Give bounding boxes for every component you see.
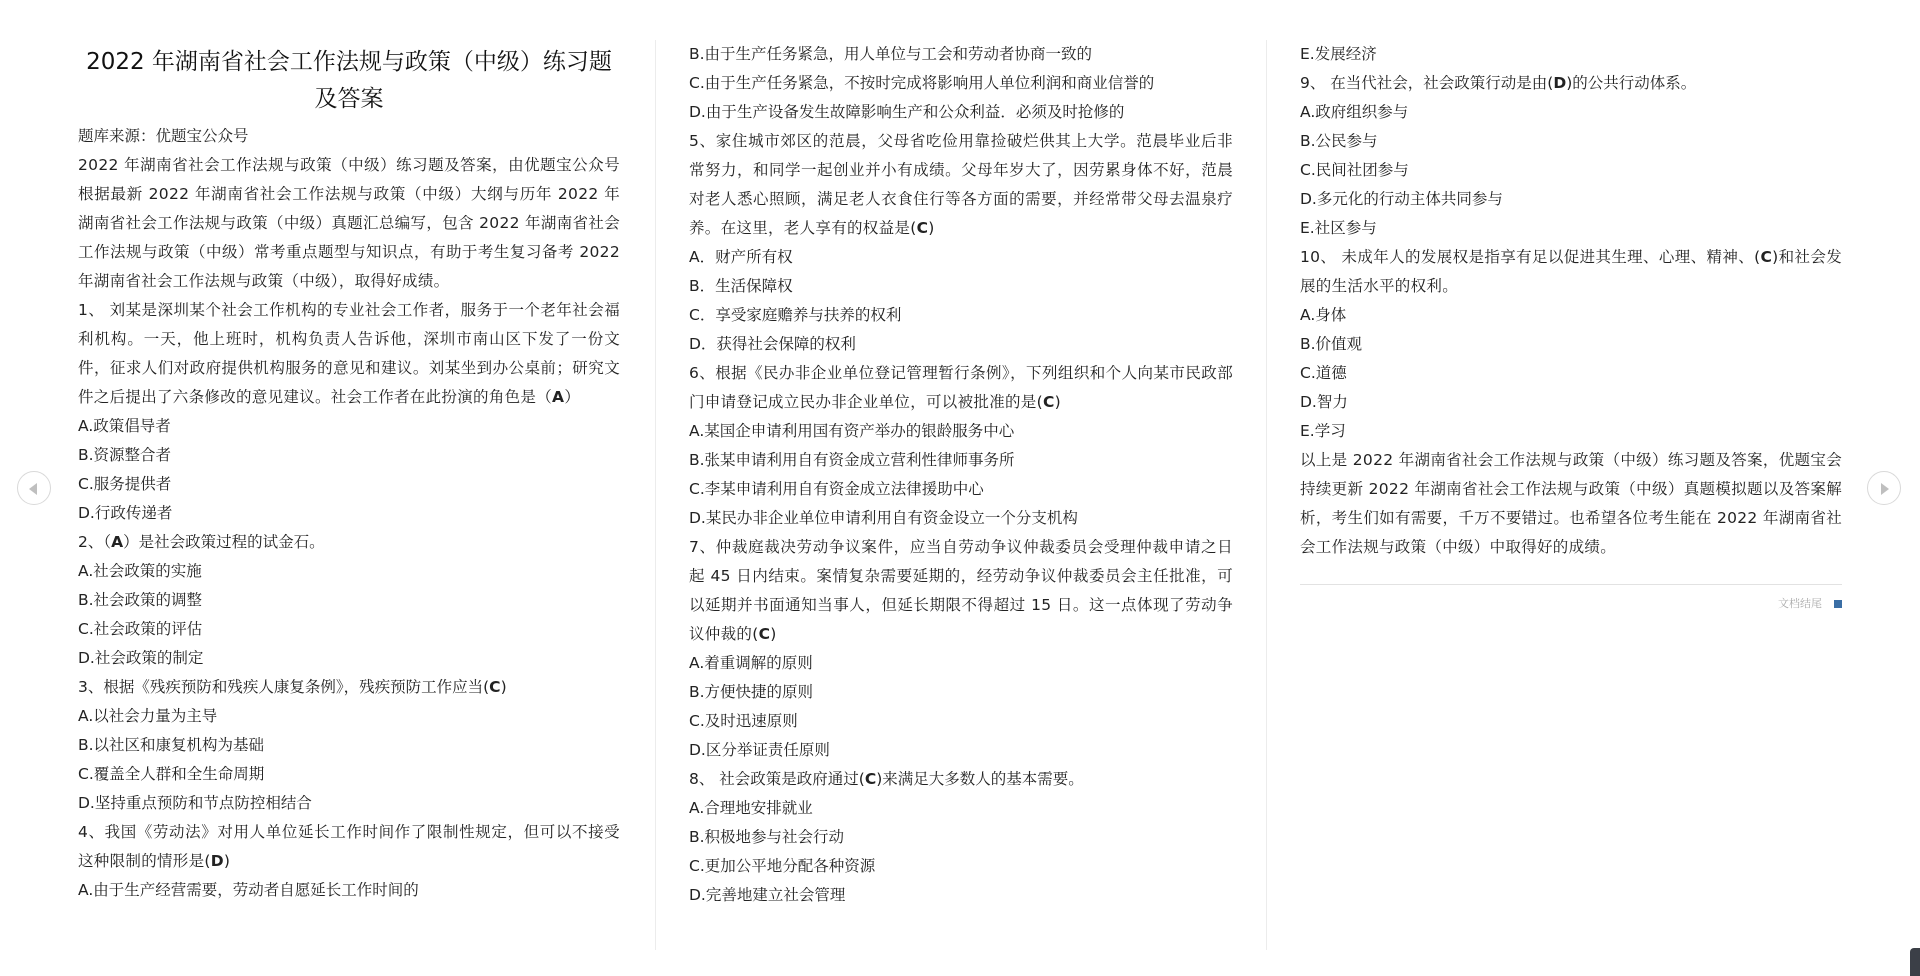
- option-item: B.价值观: [1300, 335, 1363, 353]
- corner-tab[interactable]: [1910, 948, 1920, 976]
- option-item: E.学习: [1300, 422, 1346, 440]
- question-8: [689, 765, 1233, 794]
- option-item: A.社会政策的实施: [78, 562, 202, 580]
- option-item: C.及时迅速原则: [689, 712, 798, 730]
- answer-key: C: [916, 219, 929, 237]
- answer-key: A: [111, 533, 124, 551]
- outro-paragraph: 以上是 2022 年湖南省社会工作法规与政策（中级）练习题及答案，优题宝会持续更新 2022 年湖南省社会工作法规与政策（中级）真题模拟题以及答案解析，考生们如有需要，千万不要错过。也希望各位考生能在 2022 年湖南省社会工作法规与政策（中级）中取得好的成绩。: [1300, 451, 1842, 556]
- document-title: 2022 年湖南省社会工作法规与政策（中级）练习题及答案: [86, 49, 612, 112]
- option-item: D.智力: [1300, 393, 1348, 411]
- question-5: [689, 127, 1233, 243]
- chevron-left-icon: [29, 483, 37, 495]
- column-divider: [1266, 40, 1267, 950]
- question-stem: 5、家住城市郊区的范晨，父母省吃俭用靠捡破烂供其上大学。范晨毕业后非常努力，和同学一起创业并小有成绩。父母年岁大了，因劳累身体不好，范晨对老人悉心照顾，满足老人衣食住行等各方面的需要，并经常带父母去温泉疗养。在这里，老人享有的权益是(: [689, 132, 1233, 237]
- option-item: C.道德: [1300, 364, 1347, 382]
- question-stem: 7、仲裁庭裁决劳动争议案件，应当自劳动争议仲裁委员会受理仲裁申请之日起 45 日内结束。案情复杂需要延期的，经劳动争议仲裁委员会主任批准，可以延期并书面通知当事人，但延长期限不得超过 15 日。这一点体现了劳动争议仲裁的(: [689, 538, 1233, 643]
- option-item: C.由于生产任务紧急，不按时完成将影响用人单位利润和商业信誉的: [689, 74, 1155, 92]
- option-item: A.由于生产经营需要，劳动者自愿延长工作时间的: [78, 881, 419, 899]
- end-square-icon: [1834, 600, 1842, 608]
- option-item: B.积极地参与社会行动: [689, 828, 845, 846]
- option-item: D.社会政策的制定: [78, 649, 204, 667]
- option-item: D.由于生产设备发生故障影响生产和公众利益．必须及时抢修的: [689, 103, 1125, 121]
- question-10: [1300, 243, 1842, 301]
- answer-key: C: [489, 678, 501, 696]
- source-line: 题库来源：优题宝公众号: [78, 127, 249, 145]
- option-item: D．获得社会保障的权利: [689, 335, 856, 353]
- intro-paragraph: 2022 年湖南省社会工作法规与政策（中级）练习题及答案，由优题宝公众号根据最新 2022 年湖南省社会工作法规与政策（中级）大纲与历年 2022 年湖南省社会工作法规与政策（中级）真题汇总编写，包含 2022 年湖南省社会工作法规与政策（中级）常考重点题型与知识点，有助于考生复习备考 2022 年湖南省社会工作法规与政策（中级），取得好成绩。: [78, 156, 620, 290]
- option-item: E.社区参与: [1300, 219, 1377, 237]
- option-item: B.资源整合者: [78, 446, 172, 464]
- question-3: [78, 673, 620, 702]
- next-page-button[interactable]: [1867, 471, 1901, 505]
- question-6: [689, 359, 1233, 417]
- question-1: [78, 296, 620, 412]
- option-item: B．生活保障权: [689, 277, 793, 295]
- option-item: C.更加公平地分配各种资源: [689, 857, 876, 875]
- answer-key: C: [1042, 393, 1055, 411]
- question-stem: 10、 未成年人的发展权是指享有足以促进其生理、心理、精神、(: [1300, 248, 1761, 266]
- question-close: )来满足大多数人的基本需要。: [876, 770, 1084, 788]
- question-stem: 1、 刘某是深圳某个社会工作机构的专业社会工作者，服务于一个老年社会福利机构。一天，他上班时，机构负责人告诉他，深圳市南山区下发了一份文件，征求人们对政府提供机构服务的意见和建议。刘某坐到办公桌前；研究文件之后提出了六条修改的意见建议。社会工作者在此扮演的角色是（: [78, 301, 620, 406]
- option-item: B.以社区和康复机构为基础: [78, 736, 265, 754]
- option-item: C.覆盖全人群和全生命周期: [78, 765, 265, 783]
- option-item: C.社会政策的评估: [78, 620, 203, 638]
- question-2: [78, 528, 620, 557]
- question-close: )和社会发展的生活水平的权利。: [1300, 248, 1842, 295]
- option-item: D.多元化的行动主体共同参与: [1300, 190, 1503, 208]
- question-9: [1300, 69, 1842, 98]
- option-item: B.张某申请利用自有资金成立营利性律师事务所: [689, 451, 1015, 469]
- document-column-2: [689, 40, 1233, 910]
- option-item: B.由于生产任务紧急，用人单位与工会和劳动者协商一致的: [689, 45, 1093, 63]
- option-item: D.某民办非企业单位申请利用自有资金设立一个分支机构: [689, 509, 1078, 527]
- answer-key: C: [864, 770, 877, 788]
- option-item: D.完善地建立社会管理: [689, 886, 846, 904]
- answer-key: D: [1553, 74, 1567, 92]
- option-item: C.民间社团参与: [1300, 161, 1409, 179]
- option-item: A.着重调解的原则: [689, 654, 813, 672]
- question-close: ): [928, 219, 935, 237]
- question-close: ）: [564, 388, 581, 406]
- option-item: D.区分举证责任原则: [689, 741, 830, 759]
- answer-key: A: [552, 388, 565, 406]
- option-item: A.身体: [1300, 306, 1347, 324]
- option-item: E.发展经济: [1300, 45, 1377, 63]
- option-item: C．享受家庭赡养与扶养的权利: [689, 306, 902, 324]
- question-7: [689, 533, 1233, 649]
- option-item: A.政府组织参与: [1300, 103, 1409, 121]
- answer-key: C: [1760, 248, 1773, 266]
- question-4: [78, 818, 620, 876]
- option-item: B.公民参与: [1300, 132, 1378, 150]
- option-item: C.李某申请利用自有资金成立法律援助中心: [689, 480, 984, 498]
- column-divider: [655, 40, 656, 950]
- question-close: ): [1054, 393, 1061, 411]
- document-end-marker: [1300, 584, 1842, 625]
- question-stem: 4、我国《劳动法》对用人单位延长工作时间作了限制性规定，但可以不接受这种限制的情形是(: [78, 823, 620, 870]
- question-close: ): [500, 678, 507, 696]
- chevron-right-icon: [1881, 483, 1889, 495]
- option-item: A.政策倡导者: [78, 417, 171, 435]
- answer-key: D: [210, 852, 224, 870]
- option-item: B.方便快捷的原则: [689, 683, 814, 701]
- question-close: )的公共行动体系。: [1566, 74, 1697, 92]
- document-column-3: [1300, 40, 1842, 625]
- option-item: A.以社会力量为主导: [78, 707, 218, 725]
- question-stem: 8、 社会政策是政府通过(: [689, 770, 865, 788]
- question-pre: 2、（: [78, 533, 112, 551]
- question-stem: ）是社会政策过程的试金石。: [123, 533, 325, 551]
- option-item: D.坚持重点预防和节点防控相结合: [78, 794, 312, 812]
- option-item: A.合理地安排就业: [689, 799, 813, 817]
- question-stem: 9、 在当代社会，社会政策行动是由(: [1300, 74, 1554, 92]
- end-label: 文档结尾: [1778, 597, 1822, 610]
- question-stem: 3、根据《残疾预防和残疾人康复条例》，残疾预防工作应当(: [78, 678, 490, 696]
- option-item: D.行政传递者: [78, 504, 173, 522]
- question-close: ): [223, 852, 231, 870]
- prev-page-button[interactable]: [17, 471, 51, 505]
- question-stem: 6、根据《民办非企业单位登记管理暂行条例》，下列组织和个人向某市民政部门申请登记成立民办非企业单位，可以被批准的是(: [689, 364, 1233, 411]
- question-close: ): [770, 625, 777, 643]
- document-column-1: [78, 40, 620, 905]
- option-item: A.某国企申请利用国有资产举办的银龄服务中心: [689, 422, 1015, 440]
- option-item: B.社会政策的调整: [78, 591, 203, 609]
- option-item: C.服务提供者: [78, 475, 172, 493]
- option-item: A．财产所有权: [689, 248, 793, 266]
- answer-key: C: [758, 625, 771, 643]
